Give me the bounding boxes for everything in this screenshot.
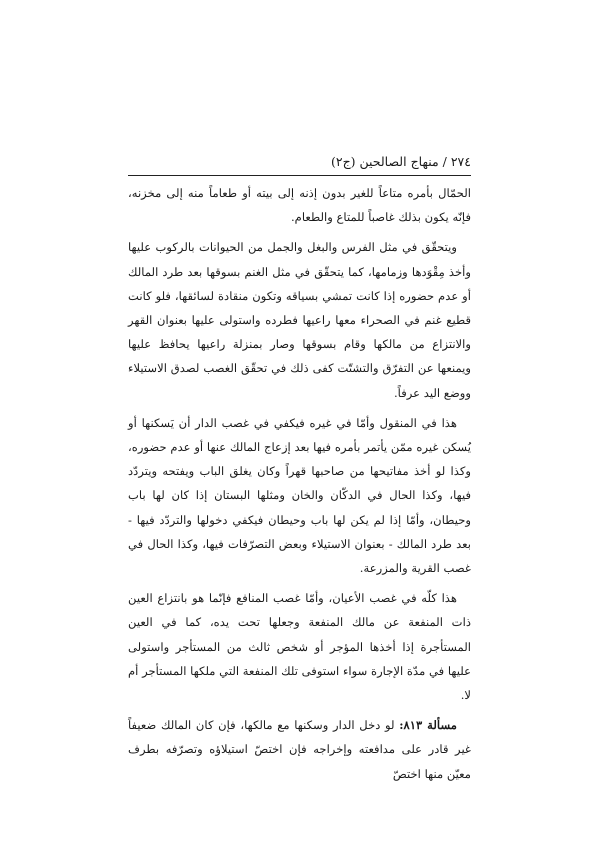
paragraph-5 — [128, 713, 471, 786]
paragraph-2: ويتحقّق في مثل الفرس والبغل والجمل من الحيوانات بالركوب عليها وأخذ مِقْوَدها وزمامها، كما يتحقّق في مثل الغنم بسوقها بعد طرد المالك أو عدم حضوره إذا كانت تمشي بسياقه وتكون منقادة لسائقها، فلو كانت قطيع غنم في الصحراء معها راعيها فطرده واستولى عليها بعنوان القهر والانتزاع من مالكها وقام بسوقها وصار بمنزلة راعيها يحافظ عليها ويمنعها عن التفرّق والتشتّت كفى ذلك في تحقّق الغصب لصدق الاستيلاء ووضع اليد عرفاً. — [128, 240, 471, 400]
issue-text: لو دخل الدار وسكنها مع مالكها، فإن كان المالك ضعيفاً غير قادر على مدافعته وإخراجه فإن اختصّ استيلاؤه وتصرّفه بطرف معيّن منها اختصّ — [128, 718, 471, 781]
running-header: ٢٧٤ / منهاج الصالحين (ج٢) — [330, 154, 471, 169]
paragraph-3: هذا في المنقول وأمّا في غيره فيكفي في غصب الدار أن يَسكنها أو يُسكن غيره ممّن يأتمر بأمره فيها بعد إزعاج المالك عنها أو عدم حضوره، وكذا لو أخذ مفاتيحها من صاحبها قهراً وكان يغلق الباب ويفتحه ويتردّد فيها، وكذا الحال في الدكّان والخان ومثلها البستان إذا كان لها باب وحيطان، وأمّا إذا لم يكن لها باب وحيطان فيكفي دخولها والتردّد فيها - بعد طرد المالك - بعنوان الاستيلاء وبعض التصرّفات فيها، وكذا الحال في غصب القرية والمزرعة. — [128, 415, 471, 576]
body-text — [128, 181, 471, 792]
paragraph-4: هذا كلّه في غصب الأعيان، وأمّا غصب المنافع فإنّما هو بانتزاع العين ذات المنفعة عن مالك المنفعة وجعلها تحت يده، كما في العين المستأجرة إذا أخذها المؤجر أو شخص ثالث من المستأجر واستولى عليها في مدّة الإجارة سواء استوفى تلك المنفعة التي ملكها المستأجر أم لا. — [128, 591, 471, 703]
issue-label: مسألة ٨١٣: — [399, 718, 457, 733]
paragraph-1: الحمّال بأمره متاعاً للغير بدون إذنه إلى بيته أو طعاماً منه إلى مخزنه، فإنّه يكون بذلك غاصباً للمتاع والطعام. — [128, 186, 471, 225]
header-divider — [128, 175, 471, 176]
